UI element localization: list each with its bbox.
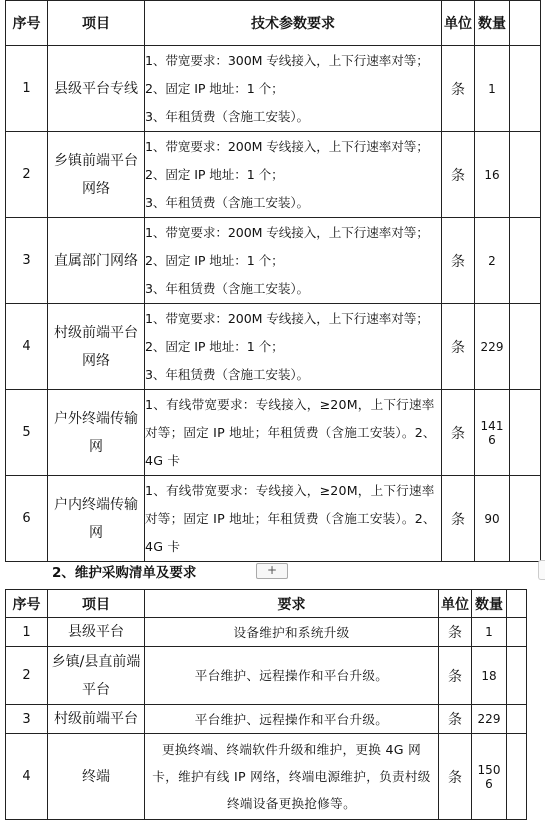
row-item: 村级前端平台 bbox=[48, 705, 145, 734]
row-requirements bbox=[145, 132, 442, 218]
row-unit: 条 bbox=[439, 618, 472, 647]
row-extra bbox=[507, 618, 527, 647]
row-requirements bbox=[145, 304, 442, 390]
row-extra bbox=[507, 734, 527, 820]
table-row bbox=[6, 46, 541, 132]
header-extra bbox=[510, 1, 541, 46]
table-row bbox=[6, 618, 527, 647]
row-no: 6 bbox=[6, 476, 48, 562]
row-quantity: 229 bbox=[472, 705, 507, 734]
row-quantity: 18 bbox=[472, 647, 507, 705]
requirement-line: 2、固定 IP 地址：1 个； bbox=[145, 338, 284, 354]
header-quantity: 数量 bbox=[472, 590, 507, 618]
table-row bbox=[6, 647, 527, 705]
table-row bbox=[6, 705, 527, 734]
row-extra bbox=[507, 647, 527, 705]
table-row bbox=[6, 304, 541, 390]
row-requirements bbox=[145, 46, 442, 132]
table-row bbox=[6, 734, 527, 820]
row-extra bbox=[510, 218, 541, 304]
row-item: 乡镇/县直前端平台 bbox=[48, 647, 145, 705]
row-unit: 条 bbox=[442, 132, 475, 218]
table-header-row bbox=[6, 590, 527, 618]
header-requirements: 要求 bbox=[145, 590, 439, 618]
requirement-line: 1、带宽要求：200M 专线接入，上下行速率对等； bbox=[145, 138, 429, 154]
row-item: 乡镇前端平台网络 bbox=[48, 132, 145, 218]
row-quantity: 1 bbox=[475, 46, 510, 132]
requirement-text: 1、有线带宽要求：专线接入，≥20M，上下行速率对等；固定 IP 地址；年租赁费（含施工安装）。2、4G 卡 bbox=[145, 482, 436, 554]
row-item: 县级平台 bbox=[48, 618, 145, 647]
row-unit: 条 bbox=[442, 476, 475, 562]
row-unit: 条 bbox=[442, 304, 475, 390]
row-requirements bbox=[145, 390, 442, 476]
section-title: 2、维护采购清单及要求 bbox=[52, 565, 197, 581]
row-no: 1 bbox=[6, 618, 48, 647]
header-no: 序号 bbox=[6, 1, 48, 46]
table-row bbox=[6, 390, 541, 476]
row-extra bbox=[507, 705, 527, 734]
row-unit: 条 bbox=[439, 705, 472, 734]
row-extra bbox=[510, 304, 541, 390]
row-quantity: 1 bbox=[472, 618, 507, 647]
header-item: 项目 bbox=[48, 1, 145, 46]
row-no: 2 bbox=[6, 132, 48, 218]
network-requirements-table bbox=[5, 0, 541, 562]
row-no: 3 bbox=[6, 705, 48, 734]
table-row bbox=[6, 476, 541, 562]
row-quantity: 90 bbox=[475, 476, 510, 562]
row-quantity: 1506 bbox=[472, 734, 507, 820]
requirement-line: 3、年租赁费（含施工安装）。 bbox=[145, 366, 310, 382]
header-unit: 单位 bbox=[439, 590, 472, 618]
requirement-line: 1、带宽要求：200M 专线接入，上下行速率对等； bbox=[145, 310, 429, 326]
header-item: 项目 bbox=[48, 590, 145, 618]
row-quantity: 2 bbox=[475, 218, 510, 304]
row-no: 3 bbox=[6, 218, 48, 304]
header-requirements: 技术参数要求 bbox=[145, 1, 442, 46]
header-extra bbox=[507, 590, 527, 618]
row-item: 户外终端传输网 bbox=[48, 390, 145, 476]
requirement-line: 3、年租赁费（含施工安装）。 bbox=[145, 108, 310, 124]
maintenance-requirements-table bbox=[5, 589, 527, 820]
requirement-line: 1、带宽要求：200M 专线接入，上下行速率对等； bbox=[145, 224, 429, 240]
row-requirements bbox=[145, 476, 442, 562]
row-no: 5 bbox=[6, 390, 48, 476]
requirement-line: 2、固定 IP 地址：1 个； bbox=[145, 166, 284, 182]
requirement-line: 2、固定 IP 地址：1 个； bbox=[145, 252, 284, 268]
row-extra bbox=[510, 46, 541, 132]
row-item: 户内终端传输网 bbox=[48, 476, 145, 562]
requirement-line: 3、年租赁费（含施工安装）。 bbox=[145, 280, 310, 296]
row-requirements: 平台维护、远程操作和平台升级。 bbox=[145, 647, 439, 705]
header-unit: 单位 bbox=[442, 1, 475, 46]
row-item: 直属部门网络 bbox=[48, 218, 145, 304]
row-quantity: 229 bbox=[475, 304, 510, 390]
row-no: 4 bbox=[6, 734, 48, 820]
row-unit: 条 bbox=[442, 390, 475, 476]
row-item: 终端 bbox=[48, 734, 145, 820]
row-requirements: 设备维护和系统升级 bbox=[145, 618, 439, 647]
row-unit: 条 bbox=[439, 734, 472, 820]
requirement-text: 1、有线带宽要求：专线接入，≥20M，上下行速率对等；固定 IP 地址；年租赁费（含施工安装）。2、4G 卡 bbox=[145, 396, 436, 468]
row-extra bbox=[510, 476, 541, 562]
row-requirements bbox=[145, 218, 442, 304]
row-quantity: 1416 bbox=[475, 390, 510, 476]
requirement-line: 2、固定 IP 地址：1 个； bbox=[145, 80, 284, 96]
row-unit: 条 bbox=[442, 218, 475, 304]
row-unit: 条 bbox=[442, 46, 475, 132]
row-extra bbox=[510, 132, 541, 218]
row-extra bbox=[510, 390, 541, 476]
table-row bbox=[6, 132, 541, 218]
row-unit: 条 bbox=[439, 647, 472, 705]
row-item: 村级前端平台网络 bbox=[48, 304, 145, 390]
expand-button[interactable]: + bbox=[256, 563, 288, 579]
table-row bbox=[6, 218, 541, 304]
header-quantity: 数量 bbox=[475, 1, 510, 46]
row-no: 4 bbox=[6, 304, 48, 390]
requirement-line: 1、带宽要求：300M 专线接入，上下行速率对等； bbox=[145, 52, 429, 68]
row-item: 县级平台专线 bbox=[48, 46, 145, 132]
row-no: 2 bbox=[6, 647, 48, 705]
row-requirements: 平台维护、远程操作和平台升级。 bbox=[145, 705, 439, 734]
side-scroll-handle[interactable] bbox=[538, 560, 545, 580]
header-no: 序号 bbox=[6, 590, 48, 618]
row-quantity: 16 bbox=[475, 132, 510, 218]
requirement-line: 3、年租赁费（含施工安装）。 bbox=[145, 194, 310, 210]
row-no: 1 bbox=[6, 46, 48, 132]
row-requirements: 更换终端、终端软件升级和维护，更换 4G 网卡，维护有线 IP 网络，终端电源维护，负责村级终端设备更换抢修等。 bbox=[145, 734, 439, 820]
table-header-row bbox=[6, 1, 541, 46]
